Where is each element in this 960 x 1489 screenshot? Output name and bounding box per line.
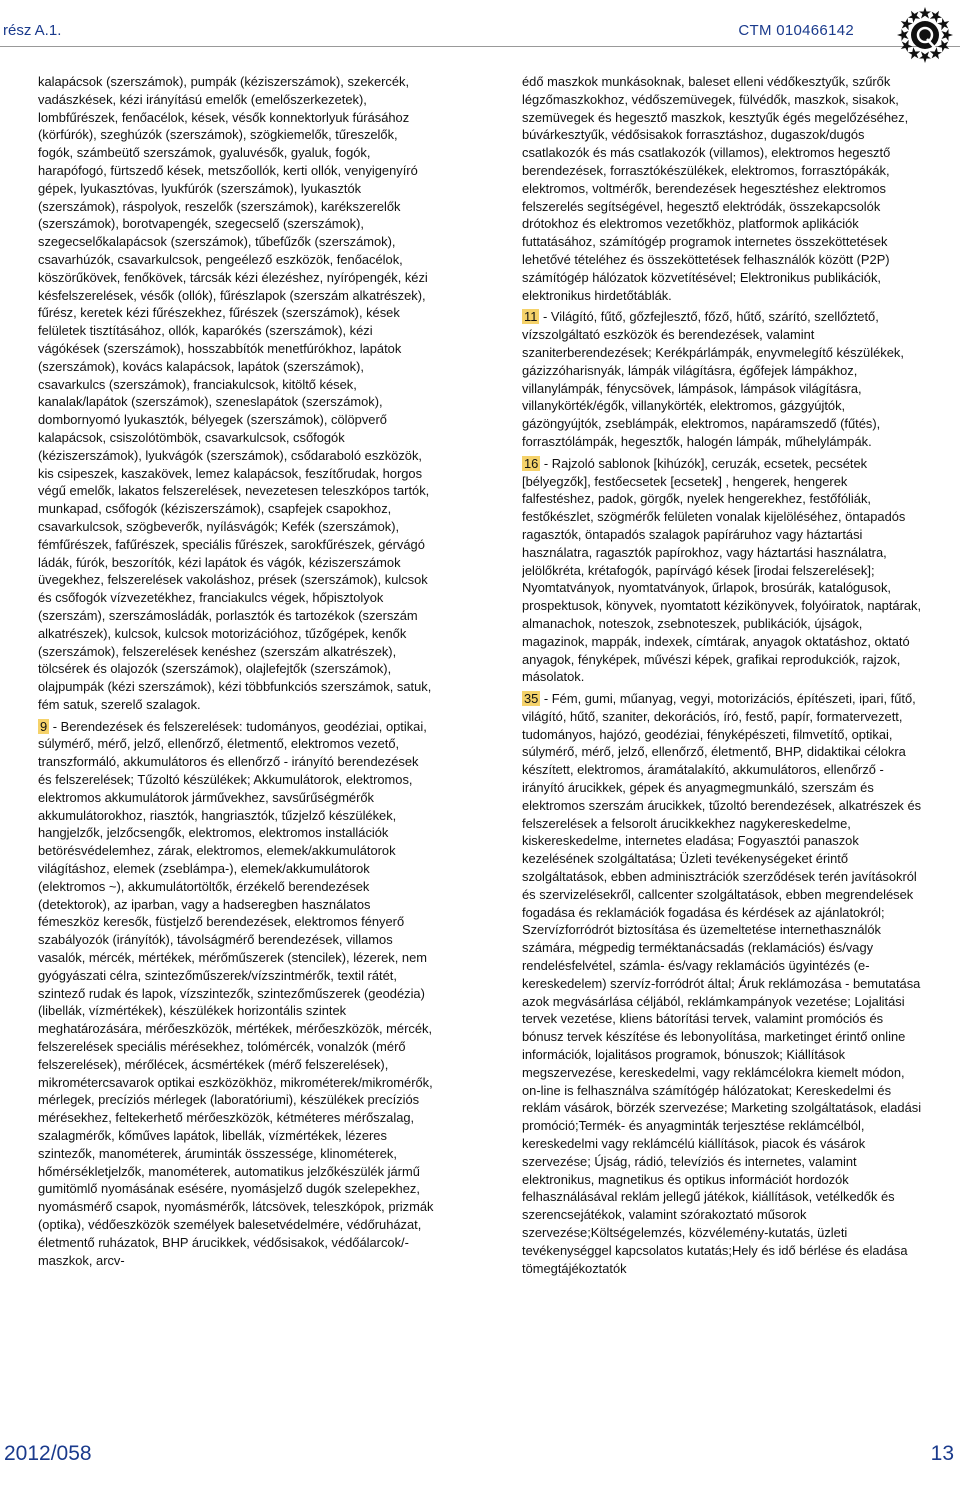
class-16-text: - Rajzoló sablonok [kihúzók], ceruzák, ecsetek, pecsétek [bélyegzők], festőecsetek [ecsetek] , hengerek, hengerek falfestéshez, padok, görgők, nyelek hengerekhez, festőfóliák, festőkészlet, szögmérők felületen vonalak kijelöléséhez, öntapadós ragasztók, öntapadós szalagok papíráruhoz vagy háztartási használatra, ragasztók papírokhoz, vagy háztartási használatra, jelölőkréta, krétafogók, papírvágó kések [irodai felszerelések]; Nyomtatványok, nyomtatványok, űrlapok, brosúrák, katalógusok, prospektusok, könyvek, nyomtatott kézikönyvek, folyóiratok, naptárak, almanachok, noteszok, zsebnoteszek, publikációk, újságok, magazinok, mappák, indexek, címtárak, anyagok oktatáshoz, oktató anyagok, fényképek, művészi képek, grafikai reprodukciók, rajzok, másolatok. — [522, 455, 922, 685]
page-number: 13 — [930, 1442, 954, 1465]
ctm-number: CTM 010466142 — [738, 22, 854, 39]
class-number-badge: 35 — [524, 691, 539, 707]
class-9-continuation: édő maszkok munkásoknak, baleset elleni védőkesztyűk, szűrők légzőmaszkokhoz, védőszemüvegek, fülvédők, maszkok, sisakok, szemüvegek és hegesztő maszkok, kesztyűk égés megelőzéséhez, búvárkesztyűk, védősisakok forrasztáshoz, dugaszok/dugós csatlakozók és más csatlakozók (villamos), elektromos hegesztő berendezések, forrasztókészülékek, elektromos, forrasztópákák, elektromos, voltmérők, berendezések hegesztéshez elektromos felszerelés segítségével, hegesztő elektródák, összekapcsolók drótokhoz és elektromos vezetőkhöz, platformok aplikációk futtatásához, számítógép programok internetes összeköttetések lehetővé tételéhez és összeköttetések felhasználók között (P2P) számítógép hálózatok közvetítésével; Elektronikus publikációk, elektronikus hirdetőtáblák. — [522, 74, 909, 303]
class-35-text: - Fém, gumi, műanyag, vegyi, motorizációs, építészeti, ipari, fűtő, világító, hűtő, szaniter, dekorációs, író, festő, papír, formatervezett, tudományos, hajózó, geodéziai, fényképészeti, filmvetítő, optikai, súlymérő, mérő, jelző, ellenőrző, életmentő, BHP, didaktikai célokra készített, elektromos, áramátalakító, akkumulátoros, ellenőrző - irányító árucikkek, gépek és anyagmegmunkáló, szerszám és elektromos szerszám árucikkek, tűzoltó berendezések, alkatrészek és felszerelések a felsorolt árucikkekhez nagykereskedelme, kiskereskedelme, internetes eladása; Fogyasztói panaszok kezelésének szolgáltatása; Üzleti tevékenységeket érintő szolgáltatások, ebben adminisztrációk szerződések terén javításokról és szervizelésekről, callcenter szolgáltatások, ebben megrendelések fogadása és reklamációk fogadása és kérdések az ajánlatokról; Szervízforródrót biztosítása és üzemeltetése internethasználók számára, mégpedig terméktanácsadás (reklamációs) és/vagy rendelésfelvétel, számla- és/vagy reklamációs ügyintézés (e-kereskedelem) szervíz-forródrót által; Áruk reklámozása - bemutatása azok megvásárlása céljából, reklámkampányok vezetése; Lojalitási tervek vezetése, kliens bátorítási tervek, valamint promóciós és bónusz tervek készítése és lebonyolítása, marketinget érintő online információk, lojalitásos programok, bónuszok; Kiállítások megszervezése, kereskedelmi, vagy reklámcélokra kiemelt módon, on-line is felhasználva számítógép hálózatokat; Kereskedelmi és reklám vásárok, börzék szervezése; Marketing szolgáltatások, eladási promóció;Termék- és anyagminták terjesztése reklámcélból, kereskedelmi vagy reklámcélú kiállítások, piacok és vásárok szervezése; Újság, rádió, televíziós és internetes, valamint elektronikus, magnetikus és optikus információt hordozók felhasználásával reklám jellegű játékok, kiállítások, vetélkedők és szerencsejátékok, valamint szórakoztató műsorok szervezése;Költségelemzés, közvélemény-kutatás, üzleti tevékenységgel kapcsolatos kutatás;Hely és idő bérlése és eladása tömegtájékoztatók — [522, 691, 922, 1276]
class-9-paragraph — [38, 718, 434, 1270]
section-label: rész A.1. — [3, 22, 62, 39]
class-number-badge: 11 — [524, 309, 538, 325]
class-11-text: - Világító, fűtő, gőzfejlesztő, főző, hűtő, szárító, szellőztető, vízszolgáltató eszközök és berendezések, valamint szaniterberendezések; Kerékpárlámpák, enyvmelegítő készülékek, gázizzóharisnyák, lámpák világításra, égőfejek lámpákhoz, villanylámpák, fénycsövek, lámpások, lámpások világításra, villanykörték/égők, villanykörték, elektromos, gázgyújtók, gázöngyújtók, zseblámpák, elektromos, napáramszedő (fűtés), forrasztólámpák, hegesztők, halogén lámpák, műhelylámpák. — [522, 309, 904, 449]
class-16-paragraph — [522, 455, 922, 686]
left-column — [38, 73, 434, 1413]
class-number-badge: 16 — [524, 455, 539, 471]
issue-number: 2012/058 — [4, 1442, 92, 1465]
class-11-paragraph — [522, 308, 922, 450]
class-9-text: - Berendezések és felszerelések: tudományos, geodéziai, optikai, súlymérő, mérő, jelző, ellenőrző, életmentő, elektromos vezető, transzformáló, akkumulátoros és ellenőrző - irányító berendezések és felszerelések; Tűzoltó készülékek; Akkumulátorok, elektromos, elektromos akkumulátorok járművekhez, savsűrűségmérők akkumulátorokhoz, riasztók, hangriasztók, tűzjelző készülékek, hangjelzők, jelzőcsengők, elektromos, elektromos installációk betörésvédelemhez, zárak, elektromos, elemek/akkumulátorok világításhoz, elemek (zseblámpa-), elemek/akkumulátorok (elektromos ~), akkumulátortöltők, érzékelő berendezések (detektorok), az iparban, vagy a hadseregben használatos fémeszköz keresők, füstjelző berendezések, elektromos fényerő szabályozók (irányítók), távolságmérő berendezések, villamos vasalók, mércék, mértékek, mérőműszerek (stencilek), lézerek, nem gyógyászati célra, szintezőműszerek/vízszintmérők, textil rátét, szintező rudak és lapok, vízszintezők, szintezőműszerek (geodézia) (libellák, vízmértékek), készülékek horizontális szintek meghatározására, mérőeszközök, mértékek, mérőeszközök, mércék, felszerelések speciális mérésekhez, tolómércék, vonalzók (mérő felszerelések), mérőlécek, ácsmértékek (mérő felszerelések), mikrométercsavarok optikai eszközökhöz, mikrométerek/mikromérők, mérlegek, precíziós mérlegek (laboratóriumi), készülékek precíziós mérésekhez, feltekerhető mérőeszközök, kétméteres mérőszalag, szalagmérők, kőműves lapátok, libellák, vízmértékek, lézeres szintezők, manométerek, áruminták összessége, klinométerek, hőmérsékletjelzők, manométerek, automatikus jelzőkészülék jármű gumitömlő nyomásának esésére, nyomásjelző dugók szelepekhez, nyomásmérő csapok, nyomásmérők, látcsövek, teleszkópok, prizmák (optika), védőeszközök személyek balesetvédelmére, védőruházat, életmentő ruházatok, BHP árucikkek, védősisakok, védőálarcok/-maszkok, arcv- — [38, 718, 434, 1268]
class-35-paragraph — [522, 690, 922, 1277]
class-number-badge: 9 — [40, 718, 48, 734]
header-divider — [0, 46, 960, 47]
eu-stars-logo-icon — [894, 4, 956, 66]
right-column — [522, 73, 922, 1413]
class-8-continuation: kalapácsok (szerszámok), pumpák (kéziszerszámok), szekercék, vadászkések, kézi irányítású emelők (emelőszerkezetek), lombfűrészek, fenőacélok, kések, vésők konnektorlyuk fúrásához (körfúrók), szeghúzók (szerszámok), szögkiemelők, tűreszelők, fogók, számbeütő szerszámok, gyaluvésők, gyaluk, fogók, harapófogó, fürtszedő kések, metszőollók, kerti ollók, venyigenyíró gépek, lyukasztóvas, lyukfúrók (szerszámok), lyukasztók (szerszámok), ráspolyok, reszelők (szerszámok), karékszerelők (szerszámok), borotvapengék, szegecselő (szerszámok), szegecselőkalapácsok (szerszámok), tűbefűzők (szerszámok), csavarhúzók, csavarkulcsok, pengeélező eszközök, fenőacélok, köszörűkövek, fenőkövek, tárcsák kézi élezéshez, nyírópengék, kézi késfelszerelések, vésők (ollók), fűrészlapok (szerszám alkatrészek), fűrész, keretek kézi fűrészekhez, fűrészek (szerszámok), kések felületek tisztításához, ollók, kaparókés (szerszámok), kézi vágókések (szerszámok), hosszabbítók menetfúrókhoz, lapátok (szerszámok), kovács kalapácsok, lapátok (szerszámok), csavarkulcs (szerszámok), franciakulcsok, kitöltő kések, kanalak/lapátok (szerszámok), szeneslapátok (szerszámok), dombornyomó lyukasztók, bélyegek (szerszámok), cölöpverő kalapácsok, csiszolótömbök, csavarkulcsok, csőfogók (kéziszerszámok), lyukvágók (szerszámok), csődaraboló eszközök, kis csipeszek, kaszakövek, lemez kalapácsok, feszítőrudak, horgos végű emelők, lakatos felszerelések, nevezetesen teleszkópos tartók, munkapad, csőfogók (kéziszerszámok), csapfejek csapokhoz, csavarkulcsok, szögbeverők, nyílásvágók; Kefék (szerszámok), fémfűrészek, fafűrészek, speciális fűrészek, sarokfűrészek, gérvágó ládák, fúrók, beszorítók, kézi lapátok és vágók, kéziszerszámok üvegekhez, felszerelések vakoláshoz, prések (szerszámok), kulcsok és csőfogók vízvezetékhez, franciakulcs végek, hőpisztolyok (szerszám), szerszámosládák, porlasztók és tartozékok (szerszám alkatrészek), kulcsok, kulcsok motorizációhoz, tűzőgépek, kenők (szerszámok), felszerelések kenéshez (szerszám alkatrészek), tölcsérek és olajozók (szerszámok), olajlefejtők (szerszámok), olajpumpák (kézi szerszámok), kézi többfunkciós szerszámok, satuk, fém satuk, szerelő szalagok. — [38, 74, 432, 712]
